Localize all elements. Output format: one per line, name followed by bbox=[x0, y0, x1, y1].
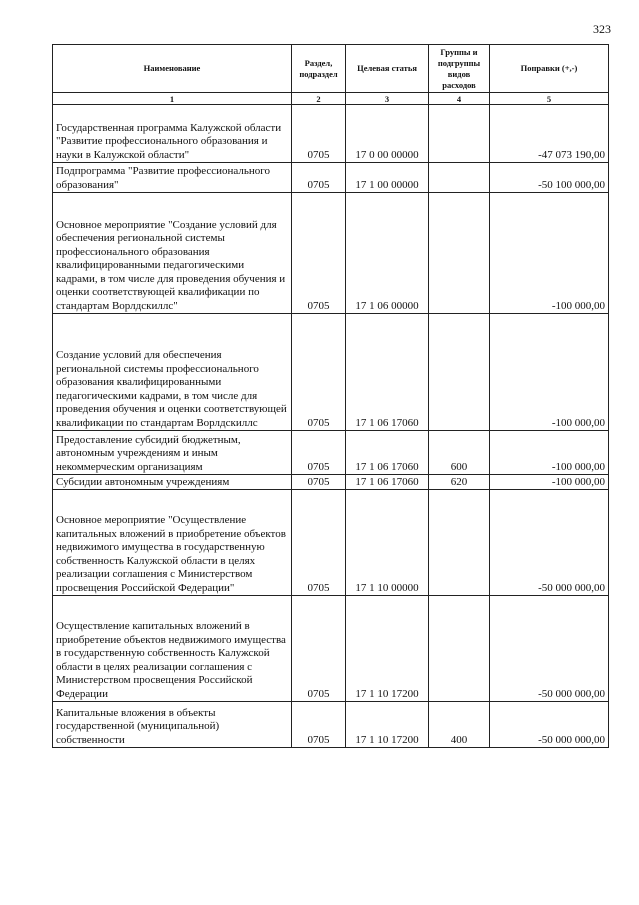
table-row bbox=[53, 596, 609, 702]
row-target: 17 1 10 00000 bbox=[346, 490, 429, 596]
row-amount: -50 000 000,00 bbox=[490, 596, 609, 702]
row-target: 17 1 06 17060 bbox=[346, 475, 429, 490]
row-amount: -100 000,00 bbox=[490, 475, 609, 490]
table-row bbox=[53, 193, 609, 314]
row-section: 0705 bbox=[292, 490, 346, 596]
row-section: 0705 bbox=[292, 163, 346, 193]
row-amount: -100 000,00 bbox=[490, 314, 609, 431]
row-target: 17 0 00 00000 bbox=[346, 105, 429, 163]
row-target: 17 1 06 00000 bbox=[346, 193, 429, 314]
row-group bbox=[429, 596, 490, 702]
header-section: Раздел, подраздел bbox=[292, 45, 346, 93]
row-name: Субсидии автономным учреждениям bbox=[53, 475, 292, 490]
column-number-row bbox=[53, 93, 609, 105]
row-name: Капитальные вложения в объекты государственной (муниципальной) собственности bbox=[53, 702, 292, 748]
table-header-row bbox=[53, 45, 609, 93]
row-section: 0705 bbox=[292, 431, 346, 475]
table-row bbox=[53, 490, 609, 596]
row-target: 17 1 10 17200 bbox=[346, 596, 429, 702]
row-section: 0705 bbox=[292, 314, 346, 431]
row-name: Основное мероприятие "Осуществление капитальных вложений в приобретение объектов недвижимого имущества в государственную собственность Калужской области в целях реализации соглашения с Министерством просвещения Российской Федерации" bbox=[53, 490, 292, 596]
row-section: 0705 bbox=[292, 596, 346, 702]
row-group: 620 bbox=[429, 475, 490, 490]
row-name: Подпрограмма "Развитие профессионального образования" bbox=[53, 163, 292, 193]
row-name: Предоставление субсидий бюджетным, автономным учреждениям и иным некоммерческим организациям bbox=[53, 431, 292, 475]
row-section: 0705 bbox=[292, 105, 346, 163]
row-amount: -50 100 000,00 bbox=[490, 163, 609, 193]
header-group: Группы и подгруппы видов расходов bbox=[429, 45, 490, 93]
row-amount: -50 000 000,00 bbox=[490, 490, 609, 596]
row-group bbox=[429, 490, 490, 596]
row-target: 17 1 06 17060 bbox=[346, 314, 429, 431]
header-amount: Поправки (+,-) bbox=[490, 45, 609, 93]
row-name: Осуществление капитальных вложений в приобретение объектов недвижимого имущества в государственную собственность Калужской области в целях реализации соглашения с Министерством просвещения Российской Федерации bbox=[53, 596, 292, 702]
column-number: 2 bbox=[292, 93, 346, 105]
row-name: Государственная программа Калужской области "Развитие профессионального образования и науки в Калужской области" bbox=[53, 105, 292, 163]
table-row bbox=[53, 163, 609, 193]
header-name: Наименование bbox=[53, 45, 292, 93]
header-target: Целевая статья bbox=[346, 45, 429, 93]
row-amount: -100 000,00 bbox=[490, 193, 609, 314]
column-number: 4 bbox=[429, 93, 490, 105]
table-row bbox=[53, 702, 609, 748]
column-number: 1 bbox=[53, 93, 292, 105]
row-group bbox=[429, 105, 490, 163]
column-number: 5 bbox=[490, 93, 609, 105]
column-number: 3 bbox=[346, 93, 429, 105]
budget-amendments-table bbox=[52, 44, 609, 748]
row-group bbox=[429, 163, 490, 193]
table-row bbox=[53, 314, 609, 431]
row-amount: -50 000 000,00 bbox=[490, 702, 609, 748]
row-amount: -47 073 190,00 bbox=[490, 105, 609, 163]
row-group: 600 bbox=[429, 431, 490, 475]
row-group bbox=[429, 314, 490, 431]
table-row bbox=[53, 105, 609, 163]
row-section: 0705 bbox=[292, 702, 346, 748]
row-section: 0705 bbox=[292, 193, 346, 314]
row-name: Создание условий для обеспечения региональной системы профессионального образования квалифицированными педагогическими кадрами, в том числе для проведения обучения и оценки соответствующей квалификации по стандартам Ворлдскиллс bbox=[53, 314, 292, 431]
row-section: 0705 bbox=[292, 475, 346, 490]
row-target: 17 1 06 17060 bbox=[346, 431, 429, 475]
row-name: Основное мероприятие "Создание условий для обеспечения региональной системы профессионального образования квалифицированными педагогическими кадрами, в том числе для проведения обучения и оценки соответствующей квалификации по стандартам Ворлдскиллс" bbox=[53, 193, 292, 314]
row-target: 17 1 10 17200 bbox=[346, 702, 429, 748]
page-number: 323 bbox=[593, 22, 611, 36]
table-row bbox=[53, 475, 609, 490]
row-amount: -100 000,00 bbox=[490, 431, 609, 475]
row-target: 17 1 00 00000 bbox=[346, 163, 429, 193]
table-row bbox=[53, 431, 609, 475]
row-group: 400 bbox=[429, 702, 490, 748]
row-group bbox=[429, 193, 490, 314]
